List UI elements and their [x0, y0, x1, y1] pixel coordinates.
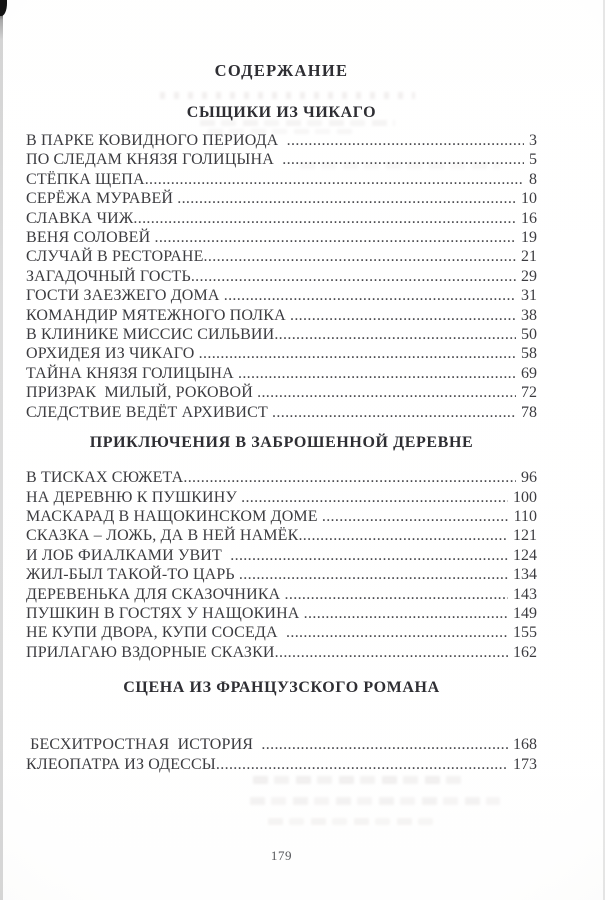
toc-entry-title: ВЕНЯ СОЛОВЕЙ [26, 229, 155, 247]
section-heading: СЦЕНА ИЗ ФРАНЦУЗСКОГО РОМАНА [123, 679, 440, 697]
toc-section [26, 433, 537, 662]
toc-entry [26, 735, 537, 754]
toc-entry-page: 162 [513, 643, 537, 661]
folio-page-number: 179 [270, 848, 293, 863]
toc-entry-page: 121 [513, 527, 537, 545]
toc-content [26, 0, 537, 774]
toc-entry [26, 526, 537, 545]
toc-leader-dots [216, 755, 508, 774]
toc-entry-title: ДЕРЕВЕНЬКА ДЛЯ СКАЗОЧНИКА [26, 585, 285, 603]
toc-entry-title: СЛУЧАЙ В РЕСТОРАНЕ [26, 248, 204, 266]
toc-entry-page: 173 [513, 755, 537, 773]
toc-entry-title: НЕ КУПИ ДВОРА, КУПИ СОСЕДА [26, 624, 286, 642]
toc-entry-page: 50 [521, 326, 537, 344]
toc-entry [26, 209, 537, 228]
toc-entry [26, 403, 537, 422]
toc-entry-title: ГОСТИ ЗАЕЗЖЕГО ДОМА [26, 287, 224, 305]
toc-leader-dots [238, 364, 516, 383]
toc-entry-page: 96 [521, 469, 537, 487]
toc-entry-title: В КЛИНИКЕ МИССИС СИЛЬВИИ [26, 326, 275, 344]
toc-entry-title: СЛЕДСТВИЕ ВЕДЁТ АРХИВИСТ [26, 403, 273, 421]
toc-entry [26, 488, 537, 507]
toc-entry-page: 155 [513, 624, 537, 642]
toc-leader-dots [230, 546, 508, 565]
toc-entry-page: 19 [521, 229, 537, 247]
section-entries [26, 735, 537, 774]
toc-entry-page: 149 [513, 604, 537, 622]
toc-entry-page: 38 [521, 306, 537, 324]
toc-entry [26, 643, 537, 662]
scan-left-edge [0, 0, 3, 900]
toc-leader-dots [204, 247, 516, 266]
toc-entry-page: 72 [521, 384, 537, 402]
page-title: СОДЕРЖАНИЕ [214, 61, 349, 80]
toc-entry [26, 344, 537, 363]
toc-leader-dots [224, 286, 516, 305]
toc-entry-page: 31 [521, 287, 537, 305]
showthrough-smudge [253, 776, 468, 784]
toc-entry-page: 134 [513, 566, 537, 584]
toc-entry-title: МАСКАРАД В НАЩОКИНСКОМ ДОМЕ [26, 507, 322, 525]
toc-entry [26, 383, 537, 402]
toc-entry-page: 110 [513, 507, 537, 525]
toc-entry-page: 5 [529, 151, 537, 169]
toc-entry-page: 69 [521, 364, 537, 382]
toc-leader-dots [239, 565, 508, 584]
toc-entry [26, 189, 537, 208]
toc-entry-title: СКАЗКА – ЛОЖЬ, ДА В НЕЙ НАМЁК [26, 527, 299, 545]
toc-entry-page: 29 [521, 267, 537, 285]
toc-entry [26, 565, 537, 584]
toc-entry-title: КЛЕОПАТРА ИЗ ОДЕССЫ [26, 755, 216, 773]
toc-entry [26, 585, 537, 604]
toc-entry-title: В ПАРКЕ КОВИДНОГО ПЕРИОДА [26, 132, 287, 149]
toc-entry-page: 100 [513, 488, 537, 506]
toc-entry-title: ОРХИДЕЯ ИЗ ЧИКАГО [26, 345, 199, 363]
toc-entry-page: 124 [513, 546, 537, 564]
toc-entry [26, 604, 537, 623]
toc-leader-dots [133, 209, 516, 228]
toc-section [26, 678, 537, 774]
toc-entry-title: НА ДЕРЕВНЮ К ПУШКИНУ [26, 488, 242, 506]
toc-leader-dots [177, 189, 516, 208]
toc-entry [26, 150, 537, 169]
toc-entry [26, 364, 537, 383]
toc-entry [26, 325, 537, 344]
toc-leader-dots [322, 507, 509, 526]
toc-entry [26, 267, 537, 286]
toc-leader-dots [261, 735, 508, 754]
toc-section [26, 103, 537, 422]
toc-leader-dots [145, 170, 524, 189]
toc-entry [26, 170, 537, 189]
toc-entry [26, 507, 537, 526]
toc-entry-title: ПРИЛАГАЮ ВЗДОРНЫЕ СКАЗКИ [26, 643, 275, 661]
toc-leader-dots [199, 344, 516, 363]
toc-leader-dots [298, 526, 508, 545]
section-heading: ПРИКЛЮЧЕНИЯ В ЗАБРОШЕННОЙ ДЕРЕВНЕ [89, 434, 474, 452]
toc-entry-title: ЖИЛ-БЫЛ ТАКОЙ-ТО ЦАРЬ [26, 566, 239, 584]
toc-leader-dots [183, 468, 516, 487]
toc-entry-page: 8 [529, 170, 537, 188]
toc-entry-page: 168 [513, 736, 537, 754]
toc-entry-page: 21 [521, 248, 537, 266]
toc-leader-dots [272, 403, 516, 422]
toc-entry-title: СЛАВКА ЧИЖ [26, 209, 134, 227]
toc-entry-title: КОМАНДИР МЯТЕЖНОГО ПОЛКА [26, 306, 290, 324]
section-entries [26, 468, 537, 662]
toc-leader-dots [287, 131, 524, 150]
toc-entry-title: БЕСХИТРОСТНАЯ ИСТОРИЯ [26, 736, 262, 754]
toc-entry-title: ПО СЛЕДАМ КНЯЗЯ ГОЛИЦЫНА [26, 151, 283, 169]
toc-leader-dots [285, 585, 508, 604]
toc-entry-page: 78 [521, 403, 537, 421]
showthrough-smudge [250, 797, 500, 805]
toc-entry-title: СТЁПКА ЩЕПА [26, 170, 145, 188]
toc-leader-dots [191, 267, 516, 286]
toc-leader-dots [275, 643, 508, 662]
scan-corner-mark [0, 0, 7, 16]
toc-entry-page: 10 [521, 190, 537, 208]
section-heading: СЫЩИКИ ИЗ ЧИКАГО [186, 104, 377, 121]
toc-leader-dots [304, 604, 508, 623]
toc-entry-title: ПУШКИН В ГОСТЯХ У НАЩОКИНА [26, 604, 304, 622]
toc-entry-title: ПРИЗРАК МИЛЫЙ, РОКОВОЙ [26, 384, 258, 402]
toc-entry [26, 131, 537, 150]
toc-entry-title: И ЛОБ ФИАЛКАМИ УВИТ [26, 546, 231, 564]
toc-entry [26, 755, 537, 774]
toc-entry-title: ТАЙНА КНЯЗЯ ГОЛИЦЫНА [26, 364, 238, 382]
toc-entry [26, 468, 537, 487]
toc-entry [26, 228, 537, 247]
toc-entry-title: ЗАГАДОЧНЫЙ ГОСТЬ [26, 267, 191, 285]
toc-leader-dots [282, 150, 524, 169]
toc-sections [26, 103, 537, 774]
toc-entry [26, 286, 537, 305]
toc-entry-title: СЕРЁЖА МУРАВЕЙ [26, 190, 178, 208]
toc-entry [26, 546, 537, 565]
toc-entry [26, 306, 537, 325]
toc-leader-dots [241, 488, 508, 507]
toc-entry-page: 58 [521, 345, 537, 363]
showthrough-smudge [268, 818, 438, 825]
toc-entry-title: В ТИСКАХ СЮЖЕТА [26, 469, 184, 487]
toc-leader-dots [274, 325, 516, 344]
toc-leader-dots [154, 228, 516, 247]
toc-leader-dots [286, 623, 508, 642]
toc-entry-page: 143 [513, 585, 537, 603]
toc-entry [26, 247, 537, 266]
toc-leader-dots [257, 383, 516, 402]
toc-leader-dots [290, 306, 516, 325]
toc-entry-page: 3 [529, 132, 537, 149]
toc-entry-page: 16 [521, 209, 537, 227]
toc-entry [26, 623, 537, 642]
section-entries [26, 131, 537, 422]
